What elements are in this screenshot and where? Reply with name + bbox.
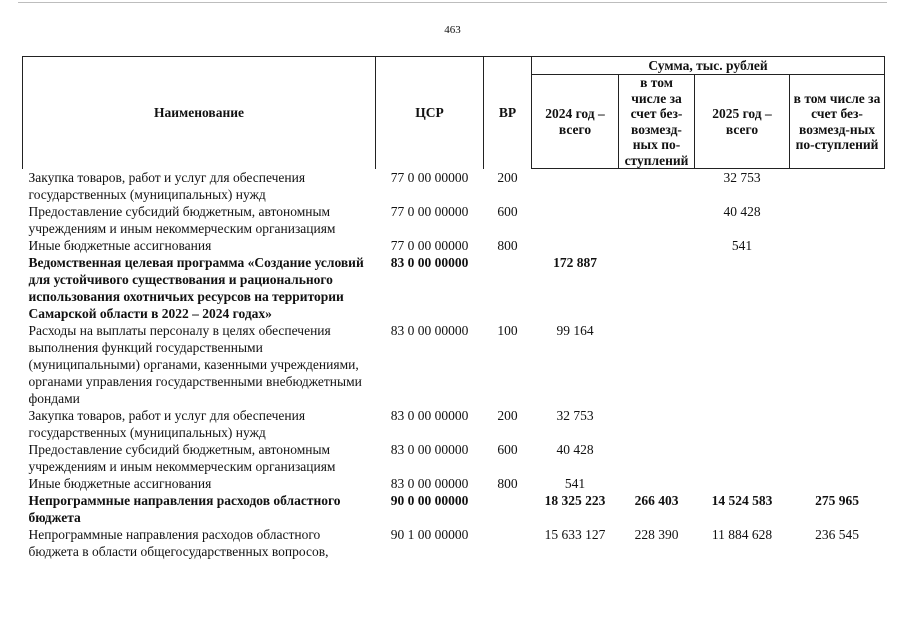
row-name: Закупка товаров, работ и услуг для обеспечения государственных (муниципальных) нужд (28, 169, 306, 202)
row-2025-gratuitous (790, 237, 885, 254)
row-2024-gratuitous (619, 254, 695, 322)
table-row (23, 407, 885, 441)
row-csr: 90 1 00 00000 (390, 526, 469, 542)
row-2024-gratuitous (619, 407, 695, 441)
header-name: Наименование (23, 57, 376, 169)
row-2025-total (695, 475, 790, 492)
row-csr: 83 0 00 00000 (390, 475, 469, 491)
row-2025-total: 541 (731, 237, 753, 253)
row-vr: 800 (497, 475, 518, 491)
row-2024-gratuitous (619, 441, 695, 475)
row-name: Непрограммные направления расходов областного бюджета (28, 492, 341, 525)
row-2025-gratuitous: 236 545 (815, 526, 859, 542)
row-2025-total: 40 428 (723, 203, 761, 219)
row-vr: 600 (497, 203, 518, 219)
row-vr: 800 (497, 237, 518, 253)
row-csr: 83 0 00 00000 (390, 441, 469, 457)
row-vr: 600 (497, 441, 518, 457)
header-vr: ВР (484, 57, 532, 169)
header-2025-total: 2025 год – всего (695, 75, 790, 169)
row-name: Непрограммные направления расходов областного бюджета в области общегосударственных вопросов, (28, 526, 329, 559)
row-name: Расходы на выплаты персоналу в целях обеспечения выполнения функций государственными (муниципальными) органами, казенными учреждениями, органами управления государственными внебюджетными фондами (28, 322, 362, 406)
row-2025-gratuitous: 275 965 (815, 492, 859, 508)
row-2025-gratuitous (790, 407, 885, 441)
row-2025-total (695, 441, 790, 475)
row-csr: 83 0 00 00000 (390, 254, 469, 270)
row-2024-gratuitous (619, 237, 695, 254)
row-name: Ведомственная целевая программа «Создание условий для устойчивого существования и рационального использования охотничьих ресурсов на территории Самарской области в 2022 – 2024 годах» (28, 254, 364, 321)
row-2025-gratuitous (790, 203, 885, 237)
row-2024-total: 541 (564, 475, 586, 491)
row-2024-gratuitous: 266 403 (634, 492, 679, 508)
row-csr: 77 0 00 00000 (390, 237, 469, 253)
row-vr (484, 492, 532, 526)
row-csr: 83 0 00 00000 (390, 322, 469, 338)
row-2024-gratuitous (619, 169, 695, 203)
row-2025-total: 32 753 (723, 170, 761, 185)
table-row (23, 441, 885, 475)
row-2024-gratuitous (619, 322, 695, 407)
table-row (23, 254, 885, 322)
row-csr: 77 0 00 00000 (390, 169, 469, 185)
row-2025-gratuitous (790, 169, 885, 203)
row-2025-gratuitous (790, 322, 885, 407)
row-2024-total: 15 633 127 (544, 526, 606, 542)
row-2024-total: 40 428 (556, 441, 594, 457)
header-2025-gratuitous: в том числе за счет без-возмезд-ных по-ступлений (790, 75, 885, 169)
row-2025-gratuitous (790, 475, 885, 492)
row-csr: 83 0 00 00000 (390, 407, 469, 423)
top-rule (18, 2, 887, 3)
row-vr (484, 254, 532, 322)
row-2025-total (695, 322, 790, 407)
row-2024-total (532, 237, 619, 254)
row-2024-total: 32 753 (556, 407, 594, 423)
row-vr (484, 526, 532, 560)
row-name: Предоставление субсидий бюджетным, автономным учреждениям и иным некоммерческим организациям (28, 441, 336, 474)
row-csr: 77 0 00 00000 (390, 203, 469, 219)
row-2025-total: 14 524 583 (711, 492, 773, 508)
row-2024-total (532, 169, 619, 203)
row-2024-total: 99 164 (556, 322, 594, 338)
row-2024-gratuitous (619, 475, 695, 492)
header-2024-total: 2024 год – всего (532, 75, 619, 169)
header-2024-gratuitous: в том числе за счет без-возмезд-ных по-ступлений (619, 75, 695, 169)
row-name: Иные бюджетные ассигнования (28, 237, 212, 253)
row-2024-gratuitous (619, 203, 695, 237)
table-row (23, 492, 885, 526)
row-2024-total: 172 887 (553, 254, 597, 270)
row-2024-total (532, 203, 619, 237)
table-row (23, 526, 885, 560)
budget-table (22, 56, 885, 560)
row-name: Иные бюджетные ассигнования (28, 475, 212, 491)
header-sum-group: Сумма, тыс. рублей (532, 57, 885, 75)
row-csr: 90 0 00 00000 (390, 492, 469, 508)
table-row (23, 169, 885, 203)
row-vr: 100 (497, 322, 518, 338)
row-2025-gratuitous (790, 254, 885, 322)
row-2024-total: 18 325 223 (544, 492, 606, 508)
table-row (23, 203, 885, 237)
page-number: 463 (444, 24, 461, 36)
row-2025-total: 11 884 628 (711, 526, 773, 542)
table-row (23, 475, 885, 492)
table-row (23, 237, 885, 254)
row-vr: 200 (497, 407, 518, 423)
row-2024-gratuitous: 228 390 (634, 526, 679, 542)
row-name: Предоставление субсидий бюджетным, автономным учреждениям и иным некоммерческим организациям (28, 203, 336, 236)
row-2025-total (695, 407, 790, 441)
row-name: Закупка товаров, работ и услуг для обеспечения государственных (муниципальных) нужд (28, 407, 306, 440)
header-csr: ЦСР (376, 57, 484, 169)
row-2025-total (695, 254, 790, 322)
table-row (23, 322, 885, 407)
row-vr: 200 (497, 169, 518, 185)
row-2025-gratuitous (790, 441, 885, 475)
